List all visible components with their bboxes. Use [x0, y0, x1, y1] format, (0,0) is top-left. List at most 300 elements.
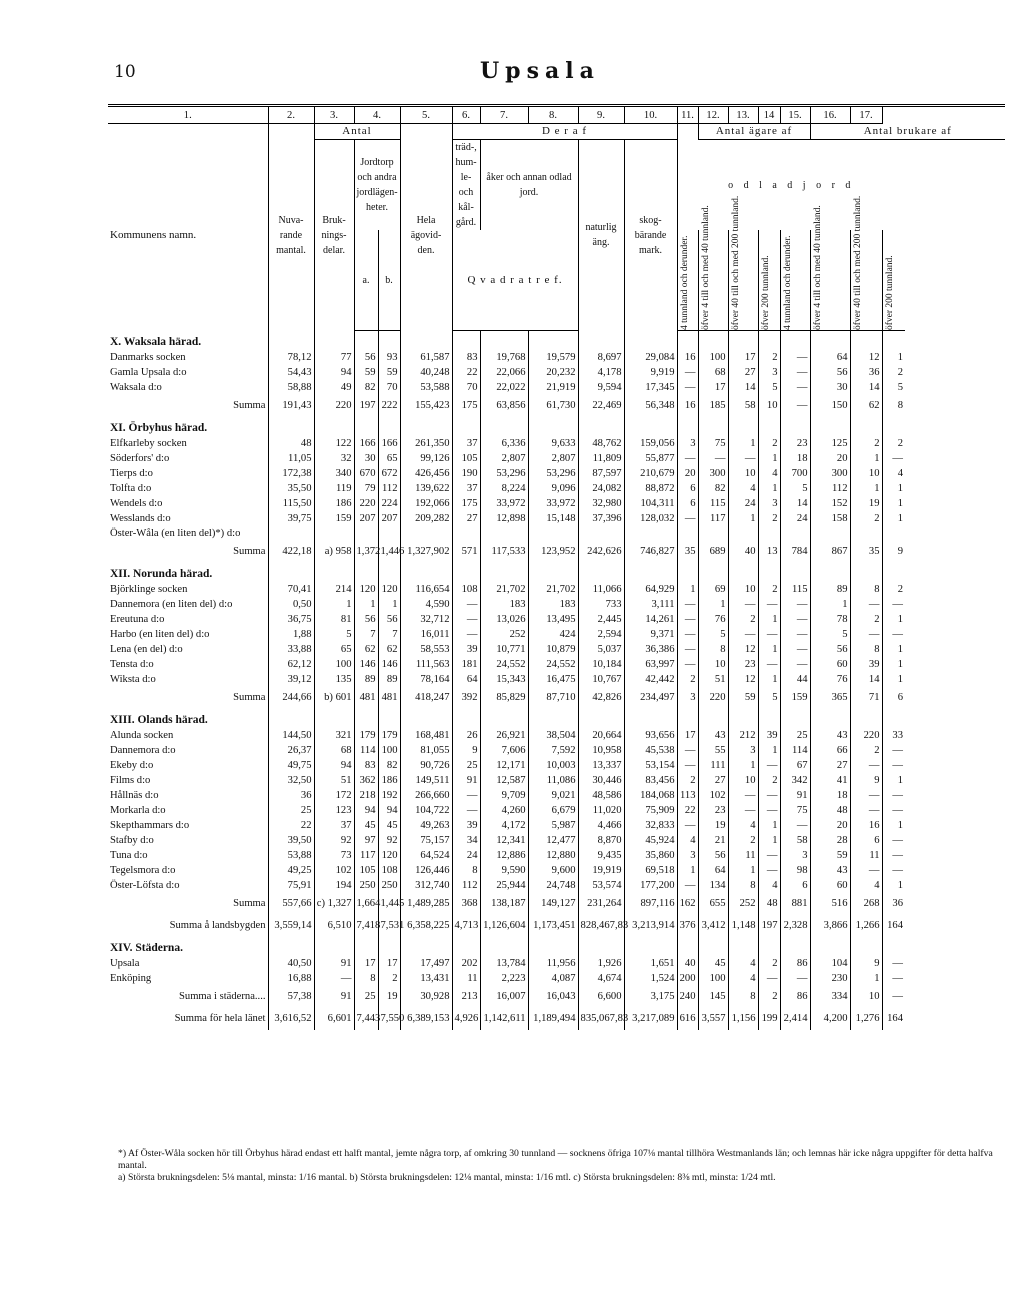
summa-label: Summa	[108, 687, 268, 709]
cell-col-18: 39	[850, 657, 882, 672]
cell-col-7: 112	[452, 878, 480, 893]
cell-col-13: 1	[698, 597, 728, 612]
cell-col-11: 93,656	[624, 728, 677, 743]
cell-col-10: 8,697	[578, 350, 624, 365]
cell-col-18: 62	[850, 395, 882, 417]
cell-col-5: 93	[378, 350, 400, 365]
summa-label: Summa för hela länet	[108, 1008, 268, 1030]
cell-col-16: 159	[780, 687, 810, 709]
antal-header: Antal	[314, 124, 400, 140]
cell-col-14: 11	[728, 848, 758, 863]
cell-col-3: 37	[314, 818, 354, 833]
cell-col-15: 1	[758, 642, 780, 657]
cell-col-15: 5	[758, 380, 780, 395]
cell-col-15: —	[758, 848, 780, 863]
cell-col-7: 4,926	[452, 1008, 480, 1030]
header-row-1	[108, 124, 1005, 140]
cell-col-2: 40,50	[268, 956, 314, 971]
cell-col-8: 12,898	[480, 511, 528, 526]
jordtorp-header: Jordtorp och andra jordlägen- heter.	[354, 140, 400, 231]
cell-col-19: 2	[897, 437, 904, 449]
cell-col-6: 209,282	[400, 511, 452, 526]
antal-brukare-header: Antal brukare af	[810, 124, 1005, 140]
table-row	[108, 612, 1005, 627]
cell-col-17: 43	[810, 728, 850, 743]
cell-col-9: 16,475	[528, 672, 578, 687]
cell-col-11: 177,200	[624, 878, 677, 893]
cell-col-2: 39,75	[268, 511, 314, 526]
cell-col-19: —	[892, 452, 904, 464]
cell-col-7: 70	[452, 380, 480, 395]
cell-col-10: 9,594	[578, 380, 624, 395]
cell-col-7: 175	[452, 496, 480, 511]
kommun-name: Films d:o	[108, 773, 268, 788]
cell-col-8: 2,807	[480, 451, 528, 466]
cell-col-6: 6,389,153	[400, 1008, 452, 1030]
cell-col-16: 5	[780, 481, 810, 496]
cell-col-11: 17,345	[624, 380, 677, 395]
kommun-name: Alunda socken	[108, 728, 268, 743]
table-row	[108, 350, 1005, 365]
cell-col-6: 261,350	[400, 436, 452, 451]
cell-col-9: 19,579	[528, 350, 578, 365]
cell-col-19: —	[892, 957, 904, 969]
cell-col-16: 2,328	[780, 915, 810, 937]
col-a-label: a.	[354, 230, 378, 331]
cell-col-8: 138,187	[480, 893, 528, 915]
cell-col-14: 212	[728, 728, 758, 743]
cell-col-2: 49,75	[268, 758, 314, 773]
cell-col-8: 13,784	[480, 956, 528, 971]
cell-col-12: —	[677, 758, 698, 773]
cell-col-17: 56	[810, 642, 850, 657]
cell-col-11: 32,833	[624, 818, 677, 833]
cell-col-3: c) 1,327	[314, 893, 354, 915]
cell-col-14: 27	[728, 365, 758, 380]
cell-col-4: 220	[354, 496, 378, 511]
table-row	[108, 627, 1005, 642]
cell-col-2: 49,25	[268, 863, 314, 878]
cell-col-12: —	[677, 511, 698, 526]
cell-col-8: 63,856	[480, 395, 528, 417]
cell-col-5: 192	[378, 788, 400, 803]
cell-col-13: 82	[698, 481, 728, 496]
cell-col-18: 2	[850, 436, 882, 451]
column-number: 10.	[624, 106, 677, 124]
cell-col-8: 7,606	[480, 743, 528, 758]
cell-col-13: 185	[698, 395, 728, 417]
cell-col-7: —	[452, 597, 480, 612]
size-class-1-brukare: 4 tunnland och derunder.	[782, 235, 793, 330]
cell-col-12: —	[677, 380, 698, 395]
cell-col-19: 1	[897, 613, 904, 625]
cell-col-3: 6,601	[314, 1008, 354, 1030]
cell-col-16: 2,414	[780, 1008, 810, 1030]
cell-col-18: 9	[850, 956, 882, 971]
cell-col-18: 35	[850, 541, 882, 563]
qvadratref-header: Q v a d r a t r e f.	[452, 230, 578, 331]
cell-col-12: 35	[677, 541, 698, 563]
cell-col-7: 37	[452, 481, 480, 496]
cell-col-10: 5,037	[578, 642, 624, 657]
column-number: 3.	[314, 106, 354, 124]
column-number: 7.	[480, 106, 528, 124]
cell-col-6: 266,660	[400, 788, 452, 803]
table-row	[108, 466, 1005, 481]
cell-col-14: 1,156	[728, 1008, 758, 1030]
cell-col-15: —	[758, 627, 780, 642]
cell-col-2: 557,66	[268, 893, 314, 915]
cell-col-11: 234,497	[624, 687, 677, 709]
cell-col-12: 3	[677, 436, 698, 451]
cell-col-19: 1	[897, 351, 904, 363]
cell-col-18: 19	[850, 496, 882, 511]
cell-col-9: 21,702	[528, 582, 578, 597]
column-number: 5.	[400, 106, 452, 124]
cell-col-17: 56	[810, 365, 850, 380]
cell-col-16: —	[780, 971, 810, 986]
col-b-label: b.	[378, 230, 400, 331]
cell-col-4	[354, 526, 378, 541]
cell-col-8: 9,590	[480, 863, 528, 878]
cell-col-14: —	[728, 451, 758, 466]
cell-col-4: 1	[354, 597, 378, 612]
footnotes	[118, 1148, 1008, 1184]
cell-col-11: 1,651	[624, 956, 677, 971]
cell-col-9: 9,096	[528, 481, 578, 496]
cell-col-10: 13,337	[578, 758, 624, 773]
cell-col-16: —	[780, 350, 810, 365]
cell-col-17: 20	[810, 451, 850, 466]
cell-col-15: 1	[758, 743, 780, 758]
cell-col-4: 114	[354, 743, 378, 758]
cell-col-7: 11	[452, 971, 480, 986]
kommun-name: Dannemora d:o	[108, 743, 268, 758]
cell-col-14: 12	[728, 642, 758, 657]
cell-col-2: 11,05	[268, 451, 314, 466]
cell-col-3: a) 958	[314, 541, 354, 563]
section-header-row	[108, 937, 1005, 956]
cell-col-6: 30,928	[400, 986, 452, 1008]
cell-col-18: 11	[850, 848, 882, 863]
cell-col-3: 5	[314, 627, 354, 642]
cell-col-12: 113	[677, 788, 698, 803]
kommun-name: Tolfta d:o	[108, 481, 268, 496]
kommun-name: Ekeby d:o	[108, 758, 268, 773]
cell-col-4: 62	[354, 642, 378, 657]
cell-col-16: 18	[780, 451, 810, 466]
cell-col-19: 4	[897, 467, 904, 479]
cell-col-15: 2	[758, 582, 780, 597]
cell-col-19: 1	[897, 774, 904, 786]
cell-col-18: 12	[850, 350, 882, 365]
size-class-4-agare: öfver 200 tunnland.	[760, 255, 771, 330]
cell-col-15: 1	[758, 672, 780, 687]
cell-col-10: 8,870	[578, 833, 624, 848]
size-class-3-agare: öfver 40 till och med 200 tunnland.	[730, 195, 741, 330]
cell-col-5: 7	[378, 627, 400, 642]
table-row	[108, 672, 1005, 687]
cell-col-13: 27	[698, 773, 728, 788]
cell-col-4: 146	[354, 657, 378, 672]
cell-col-5: 179	[378, 728, 400, 743]
cell-col-13: 45	[698, 956, 728, 971]
cell-col-13: 64	[698, 863, 728, 878]
kommun-name: Wesslands d:o	[108, 511, 268, 526]
cell-col-9: 2,807	[528, 451, 578, 466]
cell-col-9: 183	[528, 597, 578, 612]
cell-col-16: 342	[780, 773, 810, 788]
cell-col-15: 2	[758, 986, 780, 1008]
cell-col-6: 126,446	[400, 863, 452, 878]
cell-col-2: 75,91	[268, 878, 314, 893]
cell-col-17: 20	[810, 818, 850, 833]
table-row	[108, 436, 1005, 451]
cell-col-14: 1	[728, 863, 758, 878]
cell-col-5: 89	[378, 672, 400, 687]
cell-col-9: 1,189,494	[528, 1008, 578, 1030]
cell-col-15: 2	[758, 956, 780, 971]
cell-col-2: 78,12	[268, 350, 314, 365]
cell-col-9: 6,679	[528, 803, 578, 818]
cell-col-19: 5	[897, 381, 904, 393]
cell-col-17: 60	[810, 878, 850, 893]
cell-col-12: —	[677, 612, 698, 627]
cell-col-12: 1	[677, 582, 698, 597]
cell-col-18: 6	[850, 833, 882, 848]
table-row	[108, 803, 1005, 818]
page-title: Upsala	[480, 58, 600, 84]
column-number: 14	[758, 106, 780, 124]
cell-col-2: 0,50	[268, 597, 314, 612]
cell-col-9: 15,148	[528, 511, 578, 526]
cell-col-19: 36	[892, 898, 904, 909]
cell-col-5: 70	[378, 380, 400, 395]
cell-col-10: 48,586	[578, 788, 624, 803]
table-body	[108, 331, 1005, 1030]
cell-col-12: —	[677, 627, 698, 642]
table-row	[108, 956, 1005, 971]
kommun-name: Harbo (en liten del) d:o	[108, 627, 268, 642]
cell-col-4: 79	[354, 481, 378, 496]
cell-col-8: 12,587	[480, 773, 528, 788]
cell-col-19: —	[892, 991, 904, 1002]
section-title: XII. Norunda härad.	[108, 563, 268, 582]
cell-col-8: 1,126,604	[480, 915, 528, 937]
cell-col-11: 45,538	[624, 743, 677, 758]
cell-col-9: 21,919	[528, 380, 578, 395]
cell-col-19: —	[892, 804, 904, 816]
cell-col-3: 135	[314, 672, 354, 687]
cell-col-18: —	[850, 863, 882, 878]
summa-row	[108, 915, 1005, 937]
cell-col-19: —	[892, 628, 904, 640]
cell-col-11: 36,386	[624, 642, 677, 657]
cell-col-19: —	[892, 598, 904, 610]
summa-row	[108, 541, 1005, 563]
cell-col-9: 424	[528, 627, 578, 642]
cell-col-4: 250	[354, 878, 378, 893]
cell-col-3: 214	[314, 582, 354, 597]
cell-col-16: —	[780, 657, 810, 672]
cell-col-12: 616	[677, 1008, 698, 1030]
cell-col-13: 76	[698, 612, 728, 627]
cell-col-13: 134	[698, 878, 728, 893]
cell-col-5: 59	[378, 365, 400, 380]
statistics-table	[108, 104, 1005, 1030]
cell-col-7: 4,713	[452, 915, 480, 937]
cell-col-3: 172	[314, 788, 354, 803]
cell-col-7: 9	[452, 743, 480, 758]
section-header-row	[108, 563, 1005, 582]
cell-col-15: 10	[758, 395, 780, 417]
cell-col-15: 13	[758, 541, 780, 563]
cell-col-11: 1,524	[624, 971, 677, 986]
cell-col-2: 3,559,14	[268, 915, 314, 937]
cell-col-14: 14	[728, 380, 758, 395]
cell-col-7: 22	[452, 365, 480, 380]
cell-col-10: 30,446	[578, 773, 624, 788]
cell-col-13: 115	[698, 496, 728, 511]
cell-col-10: 231,264	[578, 893, 624, 915]
cell-col-13: 56	[698, 848, 728, 863]
cell-col-18: 10	[850, 466, 882, 481]
cell-col-13: 8	[698, 642, 728, 657]
cell-col-12: —	[677, 597, 698, 612]
cell-col-14: 2	[728, 833, 758, 848]
cell-col-2: 70,41	[268, 582, 314, 597]
cell-col-15: —	[758, 803, 780, 818]
cell-col-19: 1	[897, 512, 904, 524]
cell-col-8: 16,007	[480, 986, 528, 1008]
cell-col-19: —	[892, 744, 904, 756]
kommun-name: Waksala d:o	[108, 380, 268, 395]
cell-col-4: 94	[354, 803, 378, 818]
cell-col-16: 700	[780, 466, 810, 481]
cell-col-18: 8	[850, 582, 882, 597]
cell-col-17: 1	[810, 597, 850, 612]
cell-col-3: 81	[314, 612, 354, 627]
cell-col-5: 672	[378, 466, 400, 481]
section-title: XI. Örbyhus härad.	[108, 417, 268, 436]
cell-col-12: —	[677, 642, 698, 657]
cell-col-5: 120	[378, 582, 400, 597]
cell-col-17: 104	[810, 956, 850, 971]
kommun-name: Hållnäs d:o	[108, 788, 268, 803]
cell-col-11: 63,997	[624, 657, 677, 672]
cell-col-3: —	[314, 971, 354, 986]
cell-col-17	[810, 526, 850, 541]
cell-col-9: 33,972	[528, 496, 578, 511]
cell-col-9: 10,879	[528, 642, 578, 657]
cell-col-17: 5	[810, 627, 850, 642]
cell-col-16: 67	[780, 758, 810, 773]
kommun-name: Enköping	[108, 971, 268, 986]
cell-col-15: 4	[758, 466, 780, 481]
column-number: 11.	[677, 106, 698, 124]
cell-col-12: 2	[677, 773, 698, 788]
naturlig-ang-header: naturlig äng.	[578, 140, 624, 331]
cell-col-13: 3,557	[698, 1008, 728, 1030]
cell-col-4: 7,418	[354, 915, 378, 937]
cell-col-16: 881	[780, 893, 810, 915]
column-number: 16.	[810, 106, 850, 124]
table-row	[108, 597, 1005, 612]
cell-col-15: 4	[758, 878, 780, 893]
cell-col-6: 40,248	[400, 365, 452, 380]
aker-header: åker och annan odlad jord.	[480, 140, 578, 231]
cell-col-14: —	[728, 803, 758, 818]
cell-col-4: 25	[354, 986, 378, 1008]
cell-col-4: 7,443	[354, 1008, 378, 1030]
cell-col-15	[758, 526, 780, 541]
cell-col-17: 76	[810, 672, 850, 687]
cell-col-2: 48	[268, 436, 314, 451]
kommun-name: Tierps d:o	[108, 466, 268, 481]
cell-col-11: 3,213,914	[624, 915, 677, 937]
cell-col-8: 10,771	[480, 642, 528, 657]
cell-col-11: 3,111	[624, 597, 677, 612]
cell-col-3: 94	[314, 758, 354, 773]
cell-col-9: 20,232	[528, 365, 578, 380]
cell-col-4: 83	[354, 758, 378, 773]
cell-col-6: 168,481	[400, 728, 452, 743]
cell-col-12: —	[677, 451, 698, 466]
summa-row	[108, 687, 1005, 709]
cell-col-2: 32,50	[268, 773, 314, 788]
cell-col-7: 27	[452, 511, 480, 526]
cell-col-11: 88,872	[624, 481, 677, 496]
cell-col-6: 418,247	[400, 687, 452, 709]
cell-col-5: 100	[378, 743, 400, 758]
cell-col-7: 571	[452, 541, 480, 563]
column-number: 13.	[728, 106, 758, 124]
cell-col-15: 2	[758, 436, 780, 451]
kommun-name: Tensta d:o	[108, 657, 268, 672]
cell-col-3: 91	[314, 986, 354, 1008]
cell-col-11: 56,348	[624, 395, 677, 417]
cell-col-7: 37	[452, 436, 480, 451]
cell-col-2: 39,12	[268, 672, 314, 687]
cell-col-6: 49,263	[400, 818, 452, 833]
cell-col-15: —	[758, 657, 780, 672]
table-row	[108, 848, 1005, 863]
cell-col-3: 123	[314, 803, 354, 818]
table-row	[108, 451, 1005, 466]
cell-col-5: 481	[378, 687, 400, 709]
column-number: 12.	[698, 106, 728, 124]
cell-col-12: 3	[677, 687, 698, 709]
cell-col-6: 192,066	[400, 496, 452, 511]
cell-col-12: 16	[677, 395, 698, 417]
cell-col-13: 10	[698, 657, 728, 672]
cell-col-5: 45	[378, 818, 400, 833]
cell-col-4: 1,664	[354, 893, 378, 915]
cell-col-9: 5,987	[528, 818, 578, 833]
cell-col-16: 25	[780, 728, 810, 743]
cell-col-8: 19,768	[480, 350, 528, 365]
cell-col-9: 11,956	[528, 956, 578, 971]
summa-label: Summa	[108, 541, 268, 563]
cell-col-14: 10	[728, 773, 758, 788]
cell-col-17: 89	[810, 582, 850, 597]
cell-col-2: 26,37	[268, 743, 314, 758]
cell-col-10: 53,574	[578, 878, 624, 893]
cell-col-8: 9,709	[480, 788, 528, 803]
kommun-name: Danmarks socken	[108, 350, 268, 365]
cell-col-12: 22	[677, 803, 698, 818]
cell-col-12: 376	[677, 915, 698, 937]
